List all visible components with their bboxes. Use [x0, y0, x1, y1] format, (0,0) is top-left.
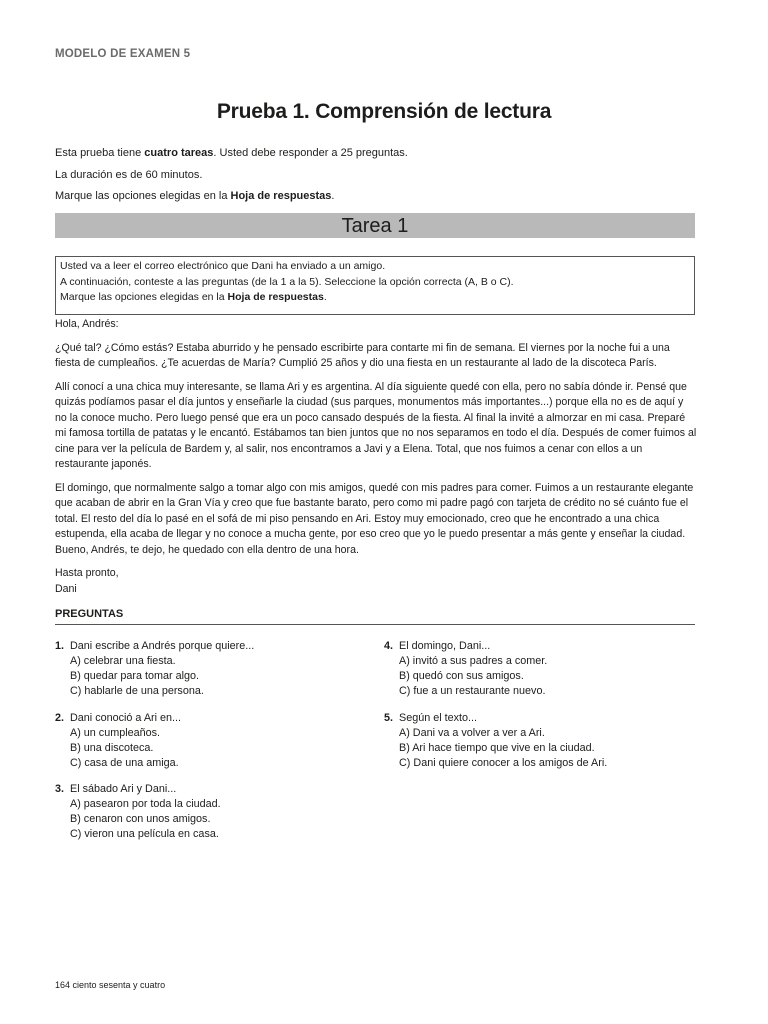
option-b: B) Ari hace tiempo que vive en la ciudad. [399, 741, 595, 754]
email-letter [55, 317, 698, 597]
letter-paragraph: El domingo, que normalmente salgo a tomar algo con mis amigos, quedé con mis padres para comer. Fuimos a un restaurante elegante que acaban de abrir en la Gran Vía y creo que fue bastante barato, pero como mi padre pagó con tarjeta de crédito no sé cuánto fue el total. El resto del día lo pasé en el sofá de mi piso pensando en Ari. Estoy muy emocionado, creo que he encontrado a una chica estupenda, ella acaba de llegar y no conoce a mucha gente, por eso creo que yo le puedo presentar a más gente y enseñar la ciudad. Bueno, Andrés, te dejo, he quedado con ella dentro de una hora. [55, 481, 694, 556]
question-item [55, 711, 375, 771]
question-number: 1. [55, 640, 65, 652]
option-c: C) fue a un restaurante nuevo. [399, 685, 546, 697]
question-number: 2. [55, 711, 65, 724]
questions-column-right [384, 639, 704, 782]
page-number-footer: 164 ciento sesenta y cuatro [55, 980, 166, 990]
question-number: 3. [55, 783, 65, 795]
instruction-line: Usted va a leer el correo electrónico que Dani ha enviado a un amigo. [60, 260, 386, 272]
option-c: C) hablarle de una persona. [70, 685, 204, 697]
question-text: Según el texto... [399, 711, 478, 724]
option-b: B) cenaron con unos amigos. [70, 813, 211, 825]
option-a: A) Dani va a volver a ver a Ari. [399, 726, 545, 739]
instruction-line: A continuación, conteste a las preguntas (de la 1 a la 5). Seleccione la opción correcta (A, B o C). [60, 275, 514, 288]
questions-column-left [55, 639, 375, 854]
question-text: El sábado Ari y Dani... [70, 783, 177, 795]
intro-line-answers: Marque las opciones elegidas en la Hoja de respuestas. [55, 190, 335, 202]
option-a: A) un cumpleaños. [70, 726, 161, 739]
option-b: B) quedar para tomar algo. [70, 670, 200, 682]
option-c: C) Dani quiere conocer a los amigos de Ari. [399, 756, 608, 769]
instructions-box [55, 256, 695, 315]
option-c: C) vieron una película en casa. [70, 828, 219, 840]
option-a: A) celebrar una fiesta. [70, 655, 176, 667]
letter-paragraph: ¿Qué tal? ¿Cómo estás? Estaba aburrido y he pensado escribirte para contarte mi fin de semana. El viernes por la noche fui a una fiesta de cumpleaños. ¿Te acuerdas de María? Cumplió 25 años y dio una fiesta en un restaurante al lado de la discoteca París. [55, 341, 670, 369]
intro-line-duration: La duración es de 60 minutos. [55, 168, 203, 181]
question-number: 4. [384, 640, 394, 652]
letter-signoff [55, 566, 698, 597]
option-a: A) pasearon por toda la ciudad. [70, 798, 221, 810]
question-item [55, 782, 375, 842]
question-text: El domingo, Dani... [399, 640, 491, 652]
exam-model-label: MODELO DE EXAMEN 5 [55, 48, 191, 60]
option-c: C) casa de una amiga. [70, 756, 179, 769]
question-item [384, 639, 704, 699]
task-title-bar: Tarea 1 [55, 213, 695, 238]
letter-closing: Hasta pronto, [55, 567, 119, 579]
option-a: A) invitó a sus padres a comer. [399, 655, 548, 667]
question-item [55, 639, 375, 699]
letter-signature: Dani [55, 582, 77, 595]
option-b: B) quedó con sus amigos. [399, 670, 524, 682]
intro-section [55, 146, 695, 211]
question-text: Dani conoció a Ari en... [70, 711, 182, 724]
question-item [384, 711, 704, 771]
option-b: B) una discoteca. [70, 741, 154, 754]
question-text: Dani escribe a Andrés porque quiere... [70, 640, 255, 652]
letter-paragraph: Allí conocí a una chica muy interesante, se llama Ari y es argentina. Al día siguiente quedé con ella, pero no sabía dónde ir. Pensé que quizás podíamos pasar el día juntos y enseñarle la ciudad (sus parques, monumentos más importantes...) porque ella no es de aquí y no la conoce mucho. Pero luego pensé que era un poco cansado después de la fiesta. Al final la invité a almorzar en mi casa. Preparé mi famosa tortilla de patatas y le encantó. Estábamos tan bien juntos que no nos separamos en todo el día. Después de comer fuimos al cine para ver la película de Bardem y, al salir, nos encontramos a Javi y a Elena. Total, que nos fuimos a cenar con ellos a un restaurante japonés. [55, 380, 697, 470]
questions-header: PREGUNTAS [55, 608, 695, 625]
intro-line-tasks: Esta prueba tiene cuatro tareas. Usted debe responder a 25 preguntas. [55, 147, 408, 159]
page-title: Prueba 1. Comprensión de lectura [216, 100, 552, 123]
question-number: 5. [384, 711, 394, 724]
letter-greeting: Hola, Andrés: [55, 318, 119, 330]
instruction-line: Marque las opciones elegidas en la Hoja de respuestas. [60, 291, 327, 303]
